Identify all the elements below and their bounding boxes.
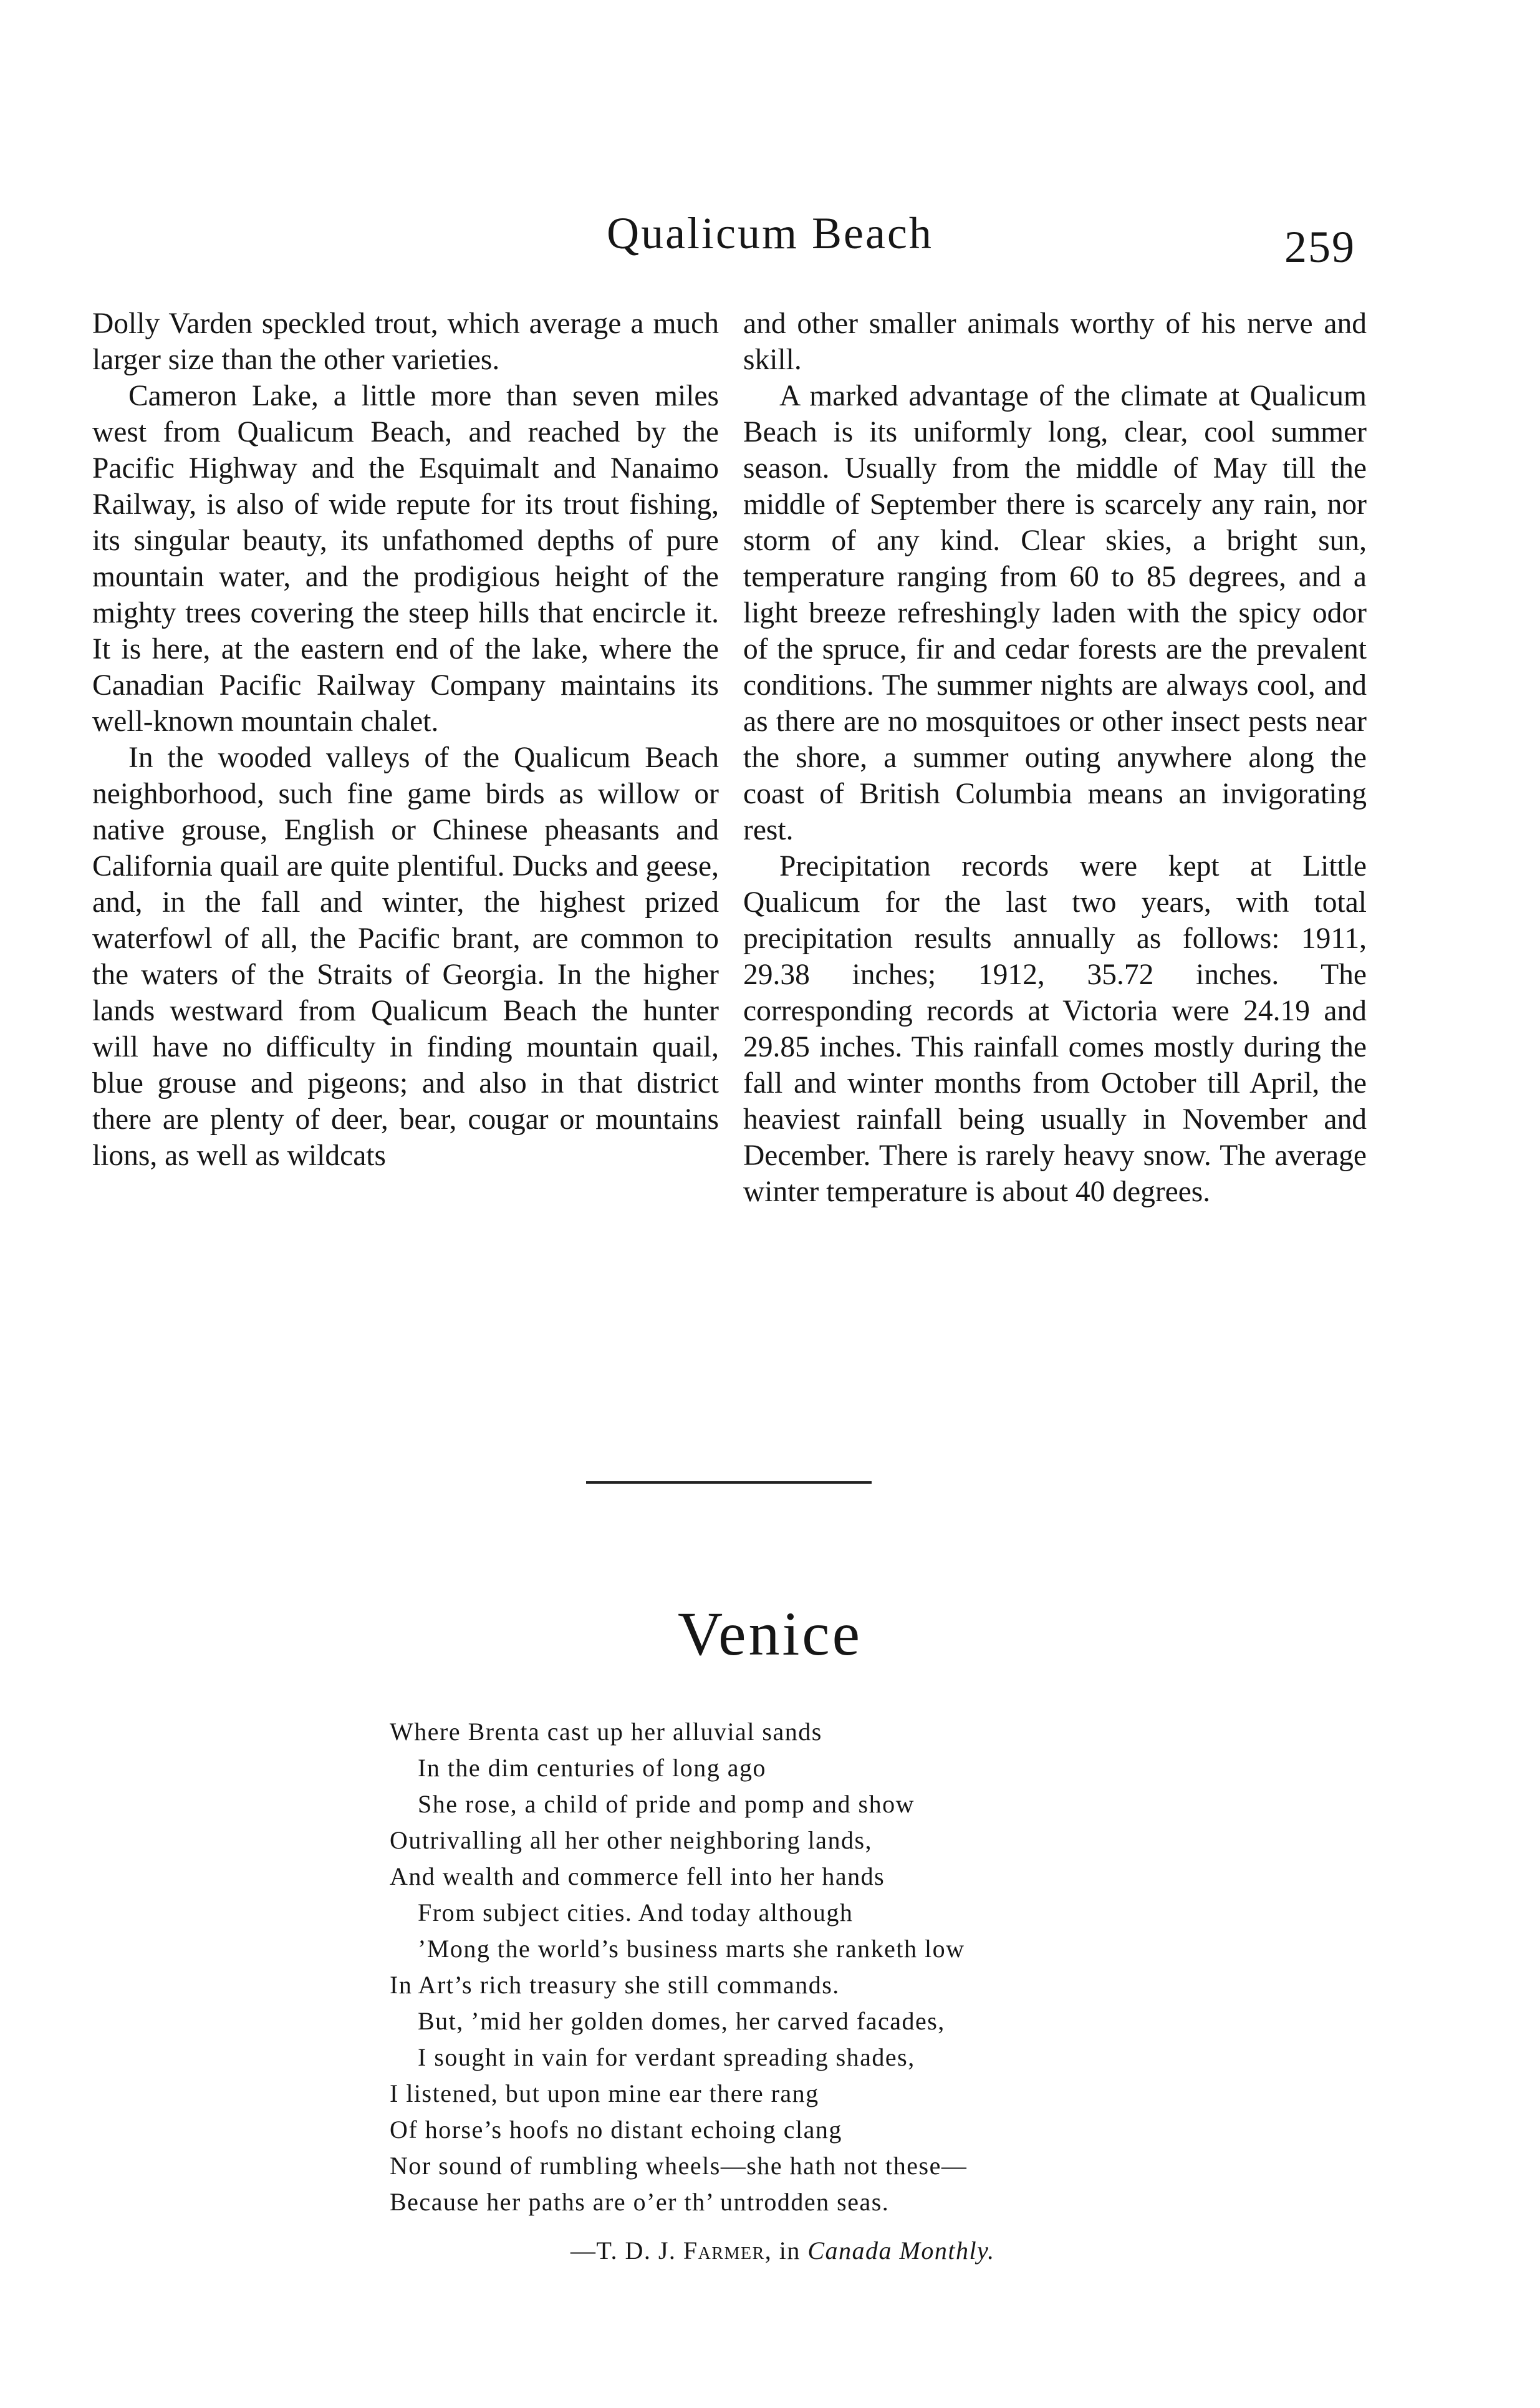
paragraph: Dolly Varden speckled trout, which average a much larger size than the other varieties. <box>92 307 719 376</box>
poem-line: Outrivalling all her other neighboring lands, <box>390 1826 873 1854</box>
running-head-title: Qualicum Beach <box>607 208 933 258</box>
poem-line: From subject cities. And today although <box>418 1898 854 1927</box>
paragraph: Cameron Lake, a little more than seven miles west from Qualicum Beach, and reached by the Pacific Highway and the Esquimalt and Nanaimo Railway, is also of wide repute for its trout fishing, its singular beauty, its unfathomed depths of pure mountain water, and the prodigious height of the mighty trees covering the steep hills that encircle it. It is here, at the eastern end of the lake, where the Canadian Pacific Railway Company maintains its well-known mountain chalet. <box>92 380 719 738</box>
poem-line: ’Mong the world’s business marts she ranketh low <box>418 1935 965 1963</box>
attribution-source: Canada Monthly. <box>807 2236 995 2265</box>
article-left-column <box>92 306 719 1174</box>
attribution-author: Farmer <box>683 2236 765 2265</box>
poem-line: She rose, a child of pride and pomp and show <box>418 1790 915 1818</box>
poem-line: Of horse’s hoofs no distant echoing clang <box>390 2115 842 2144</box>
article-right-column <box>743 306 1367 1210</box>
poem-line: Because her paths are o’er th’ untrodden seas. <box>390 2188 890 2216</box>
poem-line: But, ’mid her golden domes, her carved facades, <box>418 2007 945 2035</box>
paragraph: A marked advantage of the climate at Qualicum Beach is its uniformly long, clear, cool summer season. Usually from the middle of May till the middle of September there is scarcely any rain, nor storm of any kind. Clear skies, a bright sun, temperature ranging from 60 to 85 degrees, and a light breeze refreshingly laden with the spicy odor of the spruce, fir and cedar forests are the prevalent conditions. The summer nights are always cool, and as there are no mosquitoes or other insect pests near the shore, a summer outing anywhere along the coast of British Columbia means an invigorating rest. <box>743 380 1367 846</box>
paragraph: In the wooded valleys of the Qualicum Beach neighborhood, such fine game birds as willow or native grouse, English or Chinese pheasants and California quail are quite plentiful. Ducks and geese, and, in the fall and winter, the highest prized waterfowl of all, the Pacific brant, are common to the waters of the Straits of Georgia. In the higher lands westward from Qualicum Beach the hunter will have no difficulty in finding mountain quail, blue grouse and pigeons; and also in that district there are plenty of deer, bear, cougar or mountains lions, as well as wildcats <box>92 742 719 1172</box>
poem-line: In the dim centuries of long ago <box>418 1754 766 1782</box>
page-number: 259 <box>1284 222 1355 272</box>
poem-line: In Art’s rich treasury she still commands. <box>390 1971 840 1999</box>
poem-line: Where Brenta cast up her alluvial sands <box>390 1718 822 1746</box>
poem-line: I sought in vain for verdant spreading shades, <box>418 2043 915 2071</box>
poem-body <box>390 1714 967 2220</box>
section-divider <box>586 1481 872 1484</box>
paragraph: Precipitation records were kept at Little Qualicum for the last two years, with total precipitation results annually as follows: 1911, 29.38 inches; 1912, 35.72 inches. The corresponding records at Victoria were 24.19 and 29.85 inches. This rainfall comes mostly during the fall and winter months from October till April, the heaviest rainfall being usually in November and December. There is rarely heavy snow. The average winter temperature is about 40 degrees. <box>743 850 1367 1208</box>
poem-title: Venice <box>677 1599 863 1668</box>
paragraph: and other smaller animals worthy of his nerve and skill. <box>743 307 1367 376</box>
poem-line: And wealth and commerce fell into her hands <box>390 1862 885 1890</box>
poem-attribution <box>570 2233 995 2269</box>
poem-line: I listened, but upon mine ear there rang <box>390 2079 819 2107</box>
poem-line: Nor sound of rumbling wheels—she hath not these— <box>390 2152 968 2180</box>
attribution-prefix: —T. D. J. <box>570 2236 683 2265</box>
attribution-connector: , in <box>764 2236 808 2265</box>
